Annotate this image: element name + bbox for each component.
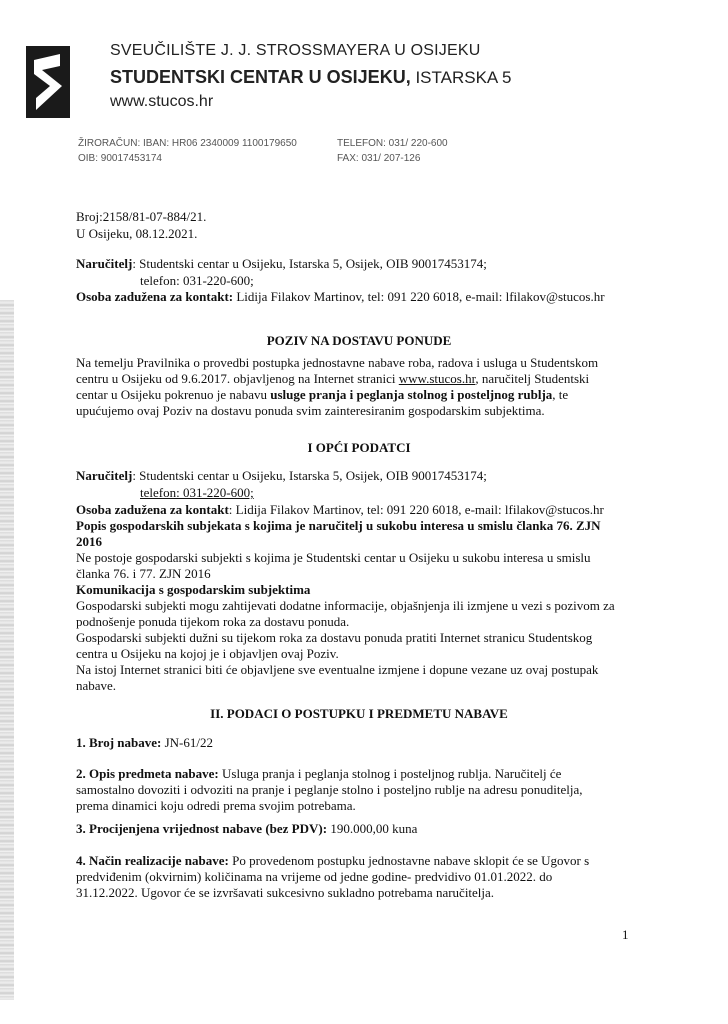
- header-center-name: STUDENTSKI CENTAR U OSIJEKU,: [110, 67, 411, 87]
- s1-kom-line-3: Gospodarski subjekti dužni su tijekom roka za dostavu ponuda pratiti Internet stranicu Studentskog: [76, 630, 593, 645]
- s1-komunikacija-title: Komunikacija s gospodarskim subjektima: [76, 582, 311, 597]
- s2-item-4-line-1: [76, 853, 642, 869]
- s1-narucitelj: [76, 468, 642, 484]
- meta-oib: OIB: 90017453174: [78, 153, 162, 164]
- s2-item-4-line-2: predviđenim (okvirnim) količinama na vrijeme od jedne godine- predvidivo 01.01.2022. do: [76, 869, 553, 884]
- s2-item-2-text: Usluga pranja i peglanja stolnog i posteljnog rublja. Naručitelj će: [218, 766, 562, 781]
- s1-narucitelj-label: Naručitelj: [76, 468, 133, 483]
- stucos-logo-icon: [26, 46, 70, 118]
- top-osoba-label: Osoba zadužena za kontakt:: [76, 289, 234, 304]
- header-center: [110, 67, 512, 88]
- s2-item-1-value: JN-61/22: [161, 735, 213, 750]
- header-university: SVEUČILIŠTE J. J. STROSSMAYERA U OSIJEKU: [110, 42, 481, 59]
- s1-kom-line-1: Gospodarski subjekti mogu zahtijevati dodatne informacije, objašnjenja ili izmjene u vezi s pozivom za: [76, 598, 615, 613]
- s1-telefon: telefon: 031-220-600;: [140, 485, 254, 500]
- s2-item-2-line-3: prema dinamici koju odredi prema svojim potrebama.: [76, 798, 356, 813]
- s1-kom-line-4: centra u Osijeku na kojoj je i objavljen ovaj Poziv.: [76, 646, 339, 661]
- s1-kom-line-5: Na istoj Internet stranici biti će objavljene sve eventualne izmjene i dopune vezane uz ovaj postupak: [76, 662, 599, 677]
- s2-item-2-line-2: samostalno dovoziti i odvoziti na pranje i peglanje stolno i posteljno rublje na adresu ponuditelja,: [76, 782, 583, 797]
- doc-place-date: U Osijeku, 08.12.2021.: [76, 226, 198, 241]
- top-narucitelj-label: Naručitelj: [76, 256, 133, 271]
- poziv-subject: usluge pranja i peglanja stolnog i posteljnog rublja: [270, 387, 553, 402]
- poziv-line-1: Na temelju Pravilnika o provedbi postupka jednostavne nabave roba, radova i usluga u Studentskom: [76, 355, 599, 370]
- poziv-line-3: [76, 387, 642, 403]
- top-narucitelj-value: : Studentski centar u Osijeku, Istarska 5, Osijek, OIB 90017453174;: [132, 256, 487, 271]
- s2-item-2-label: 2. Opis predmeta nabave:: [76, 766, 219, 781]
- poziv-line-2b: , naručitelj Studentski: [475, 371, 590, 386]
- s1-contact-person: [76, 502, 642, 518]
- meta-telefon: TELEFON: 031/ 220-600: [337, 138, 448, 149]
- s2-item-1-label: 1. Broj nabave:: [76, 735, 162, 750]
- s1-kom-line-2: podnošenje ponuda tijekom roka za dostavu ponuda.: [76, 614, 350, 629]
- top-contact-person: [76, 289, 642, 305]
- s2-item-4-line-3: 31.12.2022. Ugovor će se izvršavati sukcesivno sukladno potrebama naručitelja.: [76, 885, 495, 900]
- s1-popis-line-1: Popis gospodarskih subjekata s kojima je naručitelj u sukobu interesa u smislu članka 76. ZJN: [76, 518, 601, 533]
- poziv-title: POZIV NA DOSTAVU PONUDE: [266, 333, 452, 348]
- meta-fax: FAX: 031/ 207-126: [337, 153, 421, 164]
- s1-ne-line-1: Ne postoje gospodarski subjekti s kojima je Studentski centar u Osijeku u sukobu interesa u smislu: [76, 550, 591, 565]
- s2-item-3-label: 3. Procijenjena vrijednost nabave (bez PDV):: [76, 821, 328, 836]
- s1-narucitelj-value: : Studentski centar u Osijeku, Istarska 5, Osijek, OIB 90017453174;: [132, 468, 487, 483]
- s2-item-2-line-1: [76, 766, 642, 782]
- header-website: www.stucos.hr: [110, 93, 214, 110]
- s2-item-1: [76, 735, 642, 751]
- poziv-line-4: upućujemo ovaj Poziv na dostavu ponuda svim zainteresiranim gospodarskim subjektima.: [76, 403, 545, 418]
- doc-number: Broj:2158/81-07-884/21.: [76, 209, 207, 224]
- s2-item-3-value: 190.000,00 kuna: [327, 821, 418, 836]
- meta-ziro: ŽIRORAČUN: IBAN: HR06 2340009 1100179650: [78, 138, 297, 149]
- s1-popis-line-2: 2016: [76, 534, 102, 549]
- top-narucitelj: [76, 256, 642, 272]
- top-telefon: telefon: 031-220-600;: [140, 273, 254, 288]
- s1-kom-line-6: nabave.: [76, 678, 117, 693]
- top-osoba-value: Lidija Filakov Martinov, tel: 091 220 6018, e-mail: lfilakov@stucos.hr: [233, 289, 605, 304]
- header-center-address: ISTARSKA 5: [415, 68, 512, 87]
- stucos-link[interactable]: www.stucos.hr: [398, 371, 476, 386]
- page-number: 1: [622, 927, 629, 942]
- section2-title: II. PODACI O POSTUPKU I PREDMETU NABAVE: [210, 706, 508, 721]
- poziv-line-2: [76, 371, 642, 387]
- s2-item-4-label: 4. Način realizacije nabave:: [76, 853, 229, 868]
- s1-ne-line-2: članka 76. i 77. ZJN 2016: [76, 566, 211, 581]
- scan-edge-artifact: [0, 300, 14, 1000]
- poziv-line-3b: , te: [552, 387, 569, 402]
- poziv-line-2a: centru u Osijeku od 9.6.2017. objavljenog na Internet stranici: [76, 371, 399, 386]
- s1-osoba-value: : Lidija Filakov Martinov, tel: 091 220 6018, e-mail: lfilakov@stucos.hr: [228, 502, 604, 517]
- s2-item-3: [76, 821, 642, 837]
- poziv-line-3a: centar u Osijeku pokrenuo je nabavu: [76, 387, 271, 402]
- s1-osoba-label: Osoba zadužena za kontakt: [76, 502, 229, 517]
- s2-item-4-text: Po provedenom postupku jednostavne nabave sklopit će se Ugovor s: [228, 853, 590, 868]
- section1-title: I OPĆI PODATCI: [307, 440, 411, 455]
